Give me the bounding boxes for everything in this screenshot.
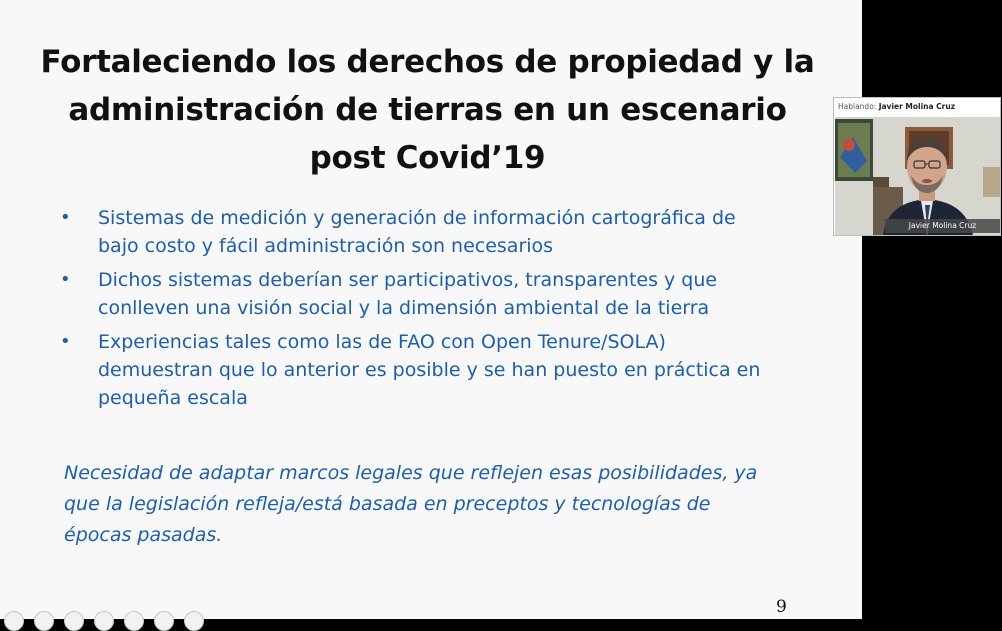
bullet-text-line: bajo costo y fácil administración son necesarios [98,235,554,257]
note-line: Necesidad de adaptar marcos legales que reflejen esas posibilidades, ya [64,462,758,484]
slide-title-line: post Covid’19 [309,140,546,176]
bullet-dot-icon: • [60,207,71,228]
bullet-text-line: pequeña escala [98,387,248,409]
bullet-text-line: conlleven una visión social y la dimensión ambiental de la tierra [98,297,710,319]
meeting-sidebar [862,0,1002,619]
next-slide-button[interactable] [154,611,174,631]
bullet-list [60,204,800,418]
pen-tool-button[interactable] [34,611,54,631]
view-slides-button[interactable] [64,611,84,631]
slide-title-line: Fortaleciendo los derechos de propiedad y la [40,44,815,80]
more-options-button[interactable] [124,611,144,631]
note-line: épocas pasadas. [64,524,223,546]
slide-title [20,38,835,182]
bullet-text-line: Sistemas de medición y generación de información cartográfica de [98,207,736,229]
bullet-dot-icon: • [60,269,71,290]
bullet-text-line: Experiencias tales como las de FAO con Open Tenure/SOLA) [98,331,666,353]
participant-video-image [835,117,1000,235]
participant-name-tag: Javier Molina Cruz [885,219,1000,233]
slide-title-line: administración de tierras en un escenario [68,92,787,128]
active-speaker-bar [834,98,1000,116]
bullet-item [60,266,800,322]
slide-note [64,458,804,551]
note-line: que la legislación refleja/está basada en preceptos y tecnologías de [64,493,711,515]
speaking-name: Javier Molina Cruz [878,102,956,111]
bullet-text-line: demuestran que lo anterior es posible y se han puesto en práctica en [98,359,761,381]
participant-video-tile[interactable] [833,97,1001,236]
settings-button[interactable] [184,611,204,631]
speaking-prefix: Hablando: [838,102,877,111]
bullet-item [60,328,800,412]
bullet-item [60,204,800,260]
bullet-dot-icon: • [60,331,71,352]
participant-video [835,117,1000,235]
zoom-button[interactable] [94,611,114,631]
slide-nav-controls [0,611,240,619]
page-number: 9 [776,597,787,617]
bullet-text-line: Dichos sistemas deberían ser participativos, transparentes y que [98,269,718,291]
previous-slide-button[interactable] [4,611,24,631]
